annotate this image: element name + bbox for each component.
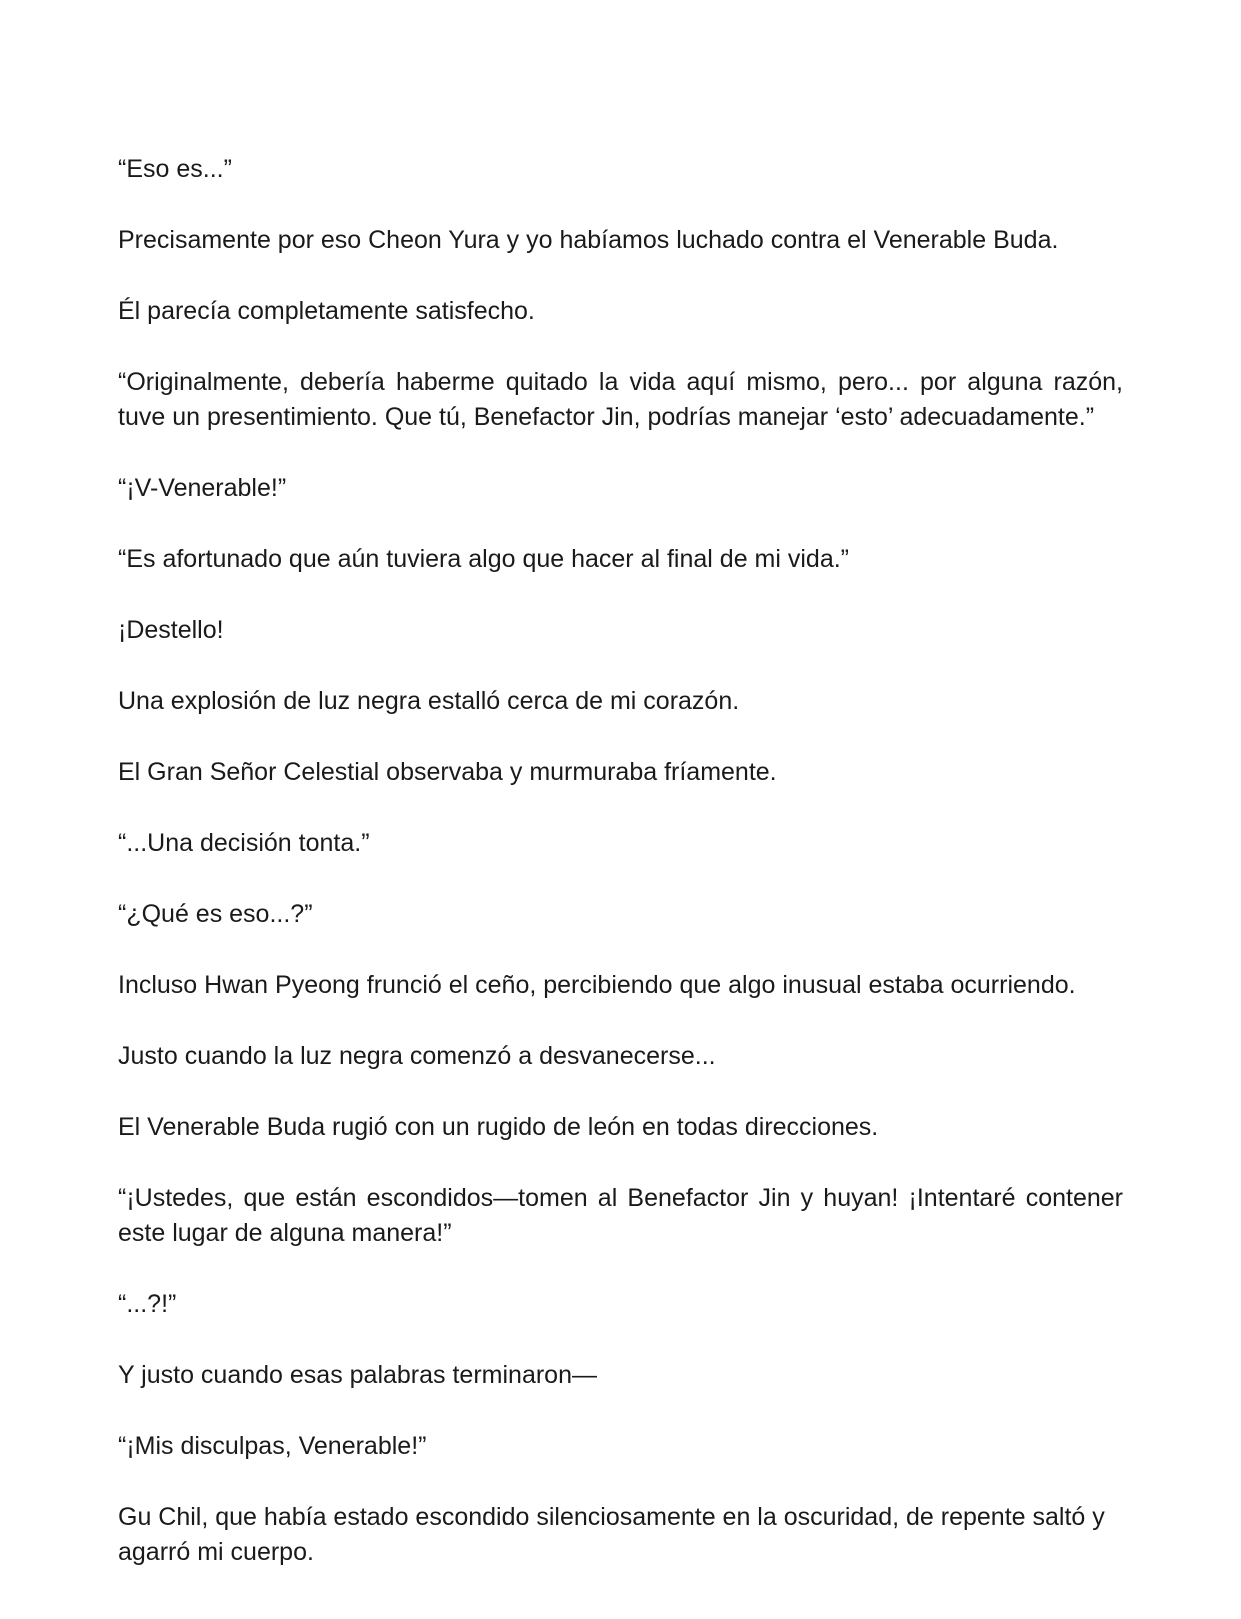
- paragraph: “¡Ustedes, que están escondidos—tomen al Benefactor Jin y huyan! ¡Intentaré contener este lugar de alguna manera!”: [118, 1184, 1123, 1247]
- paragraph: Justo cuando la luz negra comenzó a desvanecerse...: [118, 1042, 716, 1070]
- paragraph: Precisamente por eso Cheon Yura y yo habíamos luchado contra el Venerable Buda.: [118, 226, 1059, 254]
- paragraph: “Eso es...”: [118, 155, 232, 183]
- paragraph: “...Una decisión tonta.”: [118, 829, 370, 857]
- paragraph: Una explosión de luz negra estalló cerca de mi corazón.: [118, 687, 740, 715]
- paragraph: “¡V-Venerable!”: [118, 474, 287, 502]
- paragraph: Él parecía completamente satisfecho.: [118, 297, 535, 325]
- paragraph: ¡Destello!: [118, 616, 224, 644]
- paragraph: El Venerable Buda rugió con un rugido de león en todas direcciones.: [118, 1113, 879, 1141]
- paragraph: “¡Mis disculpas, Venerable!”: [118, 1432, 427, 1460]
- paragraph: “Es afortunado que aún tuviera algo que hacer al final de mi vida.”: [118, 545, 850, 573]
- paragraph: El Gran Señor Celestial observaba y murmuraba fríamente.: [118, 758, 777, 786]
- document-body: [118, 152, 1123, 1606]
- paragraph: “...?!”: [118, 1290, 177, 1318]
- paragraph: “¿Qué es eso...?”: [118, 900, 313, 928]
- paragraph: Y justo cuando esas palabras terminaron—: [118, 1361, 597, 1389]
- paragraph: Gu Chil, que había estado escondido silenciosamente en la oscuridad, de repente saltó y agarró mi cuerpo.: [118, 1503, 1105, 1566]
- paragraph: Incluso Hwan Pyeong frunció el ceño, percibiendo que algo inusual estaba ocurriendo.: [118, 971, 1076, 999]
- paragraph: “Originalmente, debería haberme quitado la vida aquí mismo, pero... por alguna razón, tuve un presentimiento. Que tú, Benefactor Jin, podrías manejar ‘esto’ adecuadamente.”: [118, 368, 1123, 431]
